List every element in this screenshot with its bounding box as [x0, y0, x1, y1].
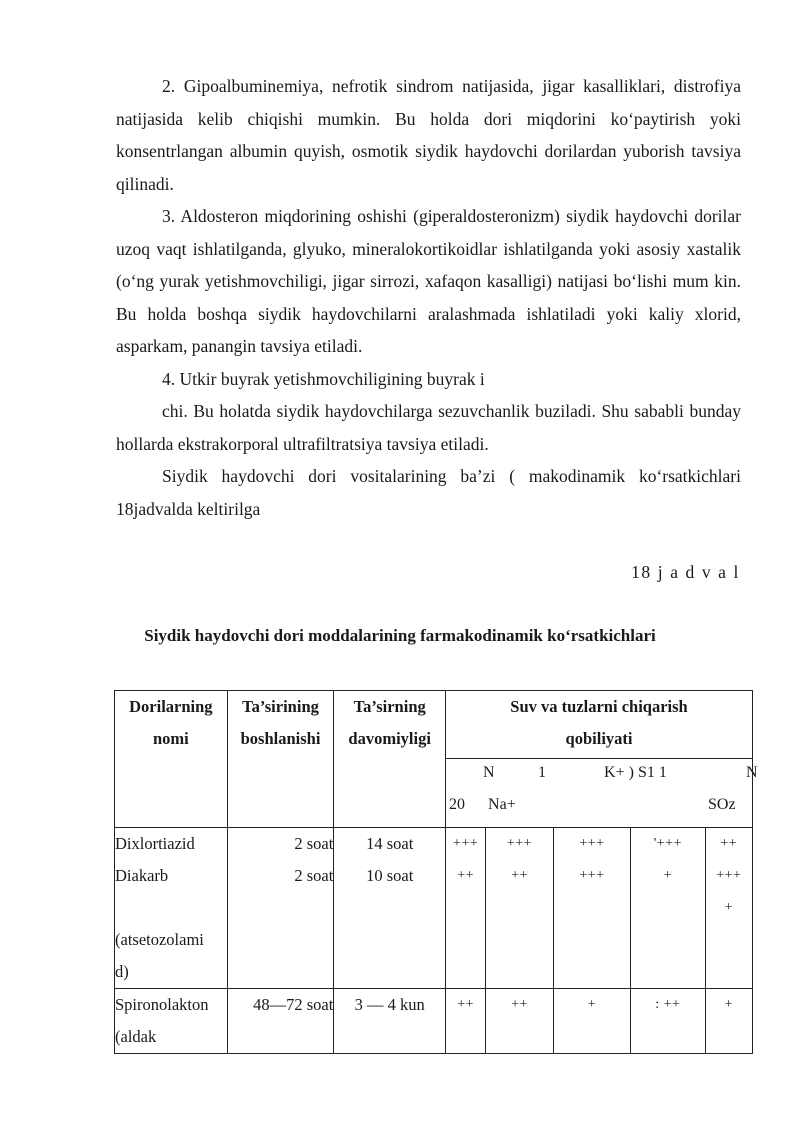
cell-value-4: : ++ [631, 989, 705, 1054]
paragraph-2: 2. Gipoalbuminemiya, nefrotik sindrom natijasida, jigar kasalliklari, distrofiya natijasida kelib chiqishi mumkin. Bu holda dori miqdorini ko‘paytirish yoki konsentrlangan albumin quyish, osmotik siydik haydovchi dorilardan yuborish tavsiya qilinadi. [116, 76, 741, 194]
paragraph-4-cont: chi. Bu holatda siydik haydovchilarga sezuvchanlik buziladi. Shu sababli bunday hollarda ekstrakorporal ultrafiltratsiya tavsiya etiladi. [116, 401, 741, 454]
subheader-soz: SOz [708, 796, 736, 813]
header-excretion-group: Suv va tuzlarni chiqarish qobiliyati [446, 691, 753, 759]
cell-value-5: + [705, 989, 752, 1054]
paragraph-4-line: 4. Utkir buyrak yetishmovchiligining buyrak i [162, 369, 485, 389]
cell-onset: 48—72 soat [227, 989, 334, 1054]
cell-onset: 2 soat 2 soat [227, 828, 334, 989]
header-duration: Ta’sirning davomiyligi [334, 691, 446, 828]
pharmacodynamics-table [114, 690, 758, 1054]
header-drug-name: Dorilarning nomi [115, 691, 228, 828]
cell-value-2: +++ ++ [486, 828, 553, 989]
header-ion-subheader [446, 759, 758, 828]
cell-value-3: +++ +++ [553, 828, 630, 989]
cell-value-4: '+++ + [631, 828, 705, 989]
subheader-na: Na+ [488, 796, 516, 813]
subheader-n: N [483, 764, 495, 781]
cell-drug-names: Dixlortiazid Diakarb (atsetozolami d) [115, 828, 228, 989]
subheader-1: 1 [538, 764, 547, 781]
subheader-20: 20 [449, 796, 466, 813]
paragraph-5: Siydik haydovchi dori vositalarining ba’zi ( makodinamik ko‘rsatkichlari 18jadvalda keltirilga [116, 466, 741, 519]
table-row [115, 989, 753, 1054]
subheader-k: K+ ) S1 1 [604, 764, 667, 781]
cell-drug-names: Spironolakton (aldak [115, 989, 228, 1054]
cell-value-2: ++ [486, 989, 553, 1054]
table-title: Siydik haydovchi dori moddalarining farmakodinamik ko‘rsatkichlari [144, 626, 656, 645]
cell-value-1: ++ [446, 989, 486, 1054]
subheader-n2: N [746, 764, 758, 781]
cell-duration: 14 soat 10 soat [334, 828, 446, 989]
paragraph-3: 3. Aldosteron miqdorining oshishi (giperaldosteronizm) siydik haydovchi dorilar uzoq vaqt ishlatilganda, glyuko, mineralokortikoidlar ishlatilganda yoki asosiy xastalik (o‘ng yurak yetishmovchiligi, jigar sirrozi, xafaqon kasalligi) natijasi bo‘lishi mum kin. Bu holda boshqa siydik haydovchilarni aralashmada ishlatiladi yoki kaliy xlorid, asparkam, panangin tavsiya etiladi. [116, 206, 741, 357]
cell-value-5: ++ +++ + [705, 828, 752, 989]
header-onset: Ta’sirining boshlanishi [227, 691, 334, 828]
table-row [115, 828, 753, 989]
cell-value-1: +++ ++ [446, 828, 486, 989]
table-number-label: 18 j a d v a l [631, 562, 740, 582]
cell-duration: 3 — 4 kun [334, 989, 446, 1054]
cell-value-3: + [553, 989, 630, 1054]
